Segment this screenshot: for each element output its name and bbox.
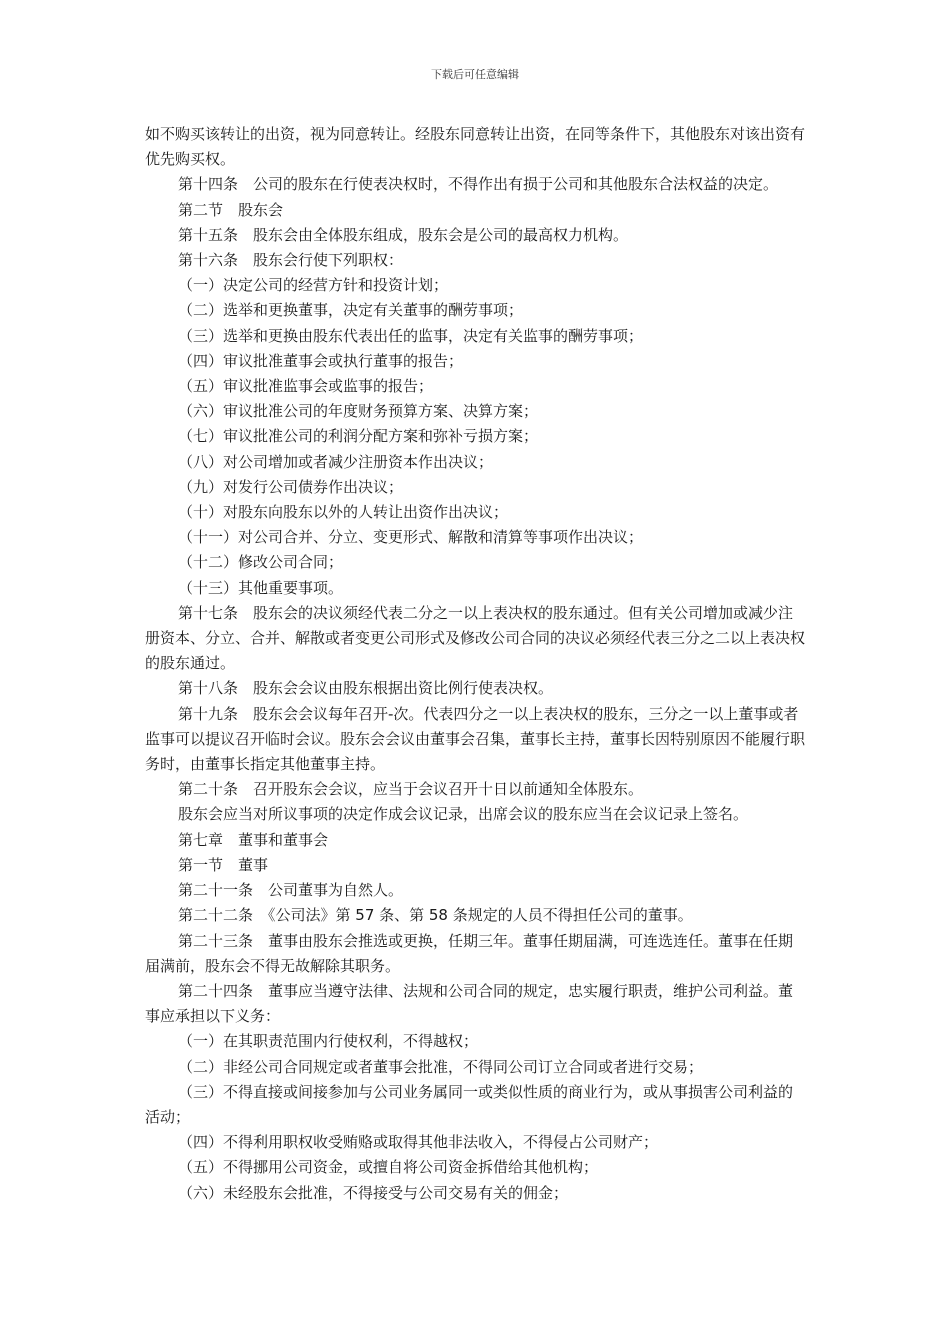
paragraph: 第七章 董事和董事会	[178, 830, 329, 849]
paragraph: 第十四条 公司的股东在行使表决权时，不得作出有损于公司和其他股东合法权益的决定。	[178, 175, 779, 194]
paragraph: （二）非经公司合同规定或者董事会批准，不得同公司订立合同或者进行交易；	[178, 1057, 704, 1076]
paragraph: （十二）修改公司合同；	[178, 553, 344, 572]
paragraph: 第十六条 股东会行使下列职权：	[178, 251, 404, 270]
paragraph: （五）审议批准监事会或监事的报告；	[178, 377, 434, 396]
paragraph: 第二十二条 《公司法》第 57 条、第 58 条规定的人员不得担任公司的董事。	[178, 906, 693, 925]
paragraph: （八）对公司增加或者减少注册资本作出决议；	[178, 452, 494, 471]
paragraph: 第二十条 召开股东会会议，应当于会议召开十日以前通知全体股东。	[178, 780, 644, 799]
paragraph: （十三）其他重要事项。	[178, 578, 344, 597]
paragraph: 如不购买该转让的出资，视为同意转让。经股东同意转让出资，在同等条件下，其他股东对该出资有优先购买权。	[145, 125, 806, 169]
paragraph: （七）审议批准公司的利润分配方案和弥补亏损方案；	[178, 427, 539, 446]
paragraph: 第二十三条 董事由股东会推选或更换，任期三年。董事任期届满，可连选连任。董事在任期届满前，股东会不得无故解除其职务。	[145, 931, 794, 975]
paragraph: 第二节 股东会	[178, 200, 284, 219]
paragraph: 第十九条 股东会会议每年召开-次。代表四分之一以上表决权的股东，三分之一以上董事或者监事可以提议召开临时会议。股东会会议由董事会召集，董事长主持，董事长因特别原因不能履行职务时，由董事长指定其他董事主持。	[145, 704, 806, 774]
paragraph: （五）不得挪用公司资金，或擅自将公司资金拆借给其他机构；	[178, 1158, 599, 1177]
paragraph: 第一节 董事	[178, 855, 269, 874]
paragraph: （三）选举和更换由股东代表出任的监事，决定有关监事的酬劳事项；	[178, 326, 644, 345]
page-header: 下载后可任意编辑	[431, 68, 519, 81]
paragraph: （二）选举和更换董事，决定有关董事的酬劳事项；	[178, 301, 524, 320]
paragraph: （四）不得利用职权收受贿赂或取得其他非法收入，不得侵占公司财产；	[178, 1133, 659, 1152]
paragraph: （十）对股东向股东以外的人转让出资作出决议；	[178, 503, 509, 522]
paragraph: 股东会应当对所议事项的决定作成会议记录，出席会议的股东应当在会议记录上签名。	[178, 805, 749, 824]
paragraph: （十一）对公司合并、分立、变更形式、解散和清算等事项作出决议；	[178, 528, 644, 547]
paragraph: （六）审议批准公司的年度财务预算方案、决算方案；	[178, 402, 539, 421]
paragraph: （四）审议批准董事会或执行董事的报告；	[178, 351, 464, 370]
paragraph: （三）不得直接或间接参加与公司业务属同一或类似性质的商业行为，或从事损害公司利益的活动；	[145, 1082, 794, 1126]
paragraph: （九）对发行公司债券作出决议；	[178, 477, 404, 496]
paragraph: 第十八条 股东会会议由股东根据出资比例行使表决权。	[178, 679, 554, 698]
document-body	[145, 122, 807, 1206]
paragraph: 第十七条 股东会的决议须经代表二分之一以上表决权的股东通过。但有关公司增加或减少注册资本、分立、合并、解散或者变更公司形式及修改公司合同的决议必须经代表三分之二以上表决权的股东通过。	[145, 603, 806, 673]
paragraph: （一）在其职责范围内行使权利，不得越权；	[178, 1032, 479, 1051]
paragraph: （六）未经股东会批准，不得接受与公司交易有关的佣金；	[178, 1183, 569, 1202]
paragraph: 第十五条 股东会由全体股东组成，股东会是公司的最高权力机构。	[178, 225, 629, 244]
paragraph: 第二十一条 公司董事为自然人。	[178, 881, 404, 900]
paragraph: （一）决定公司的经营方针和投资计划；	[178, 276, 449, 295]
paragraph: 第二十四条 董事应当遵守法律、法规和公司合同的规定，忠实履行职责，维护公司利益。董事应承担以下义务：	[145, 981, 794, 1026]
